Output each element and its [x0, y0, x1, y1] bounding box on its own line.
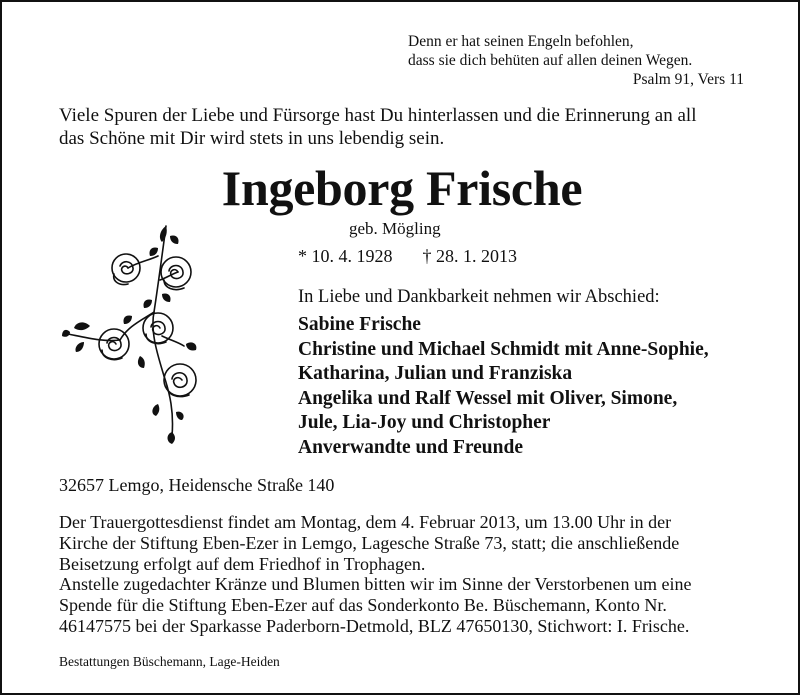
- mourner-line: Anverwandte und Freunde: [298, 436, 524, 458]
- bible-verse: [408, 32, 744, 89]
- intro-line: das Schöne mit Dir wird stets in uns lebendig sein.: [59, 128, 445, 149]
- service-line: Anstelle zugedachter Kränze und Blumen bitten wir im Sinne der Verstorbenen um eine: [59, 574, 692, 595]
- birth-date: * 10. 4. 1928: [298, 246, 393, 266]
- mourner-line: Angelika und Ralf Wessel mit Oliver, Simone,: [298, 387, 678, 409]
- family-address: 32657 Lemgo, Heidensche Straße 140: [59, 475, 335, 495]
- service-line: 46147575 bei der Sparkasse Paderborn-Detmold, BLZ 47650130, Stichwort: I. Frische.: [59, 615, 690, 636]
- verse-line: Denn er hat seinen Engeln befohlen,: [408, 33, 634, 50]
- service-details: [59, 512, 749, 637]
- maiden-name: geb. Mögling: [349, 219, 441, 238]
- intro-text: [59, 104, 759, 150]
- verse-reference: Psalm 91, Vers 11: [632, 71, 744, 88]
- life-dates: [298, 245, 517, 267]
- service-line: Der Trauergottesdienst findet am Montag, dem 4. Februar 2013, um 13.00 Uhr in der: [59, 512, 672, 532]
- mourner-line: Sabine Frische: [298, 314, 421, 335]
- death-date: † 28. 1. 2013: [422, 246, 517, 266]
- mourner-line: Jule, Lia-Joy und Christopher: [298, 412, 551, 433]
- service-line: Beisetzung erfolgt auf dem Friedhof in Trophagen.: [59, 553, 426, 574]
- deceased-name: Ingeborg Frische: [221, 160, 583, 216]
- intro-line: Viele Spuren der Liebe und Fürsorge hast Du hinterlassen und die Erinnerung an all: [59, 105, 697, 126]
- mourner-line: Katharina, Julian und Franziska: [298, 363, 573, 384]
- verse-line: dass sie dich behüten auf allen deinen Wegen.: [408, 52, 693, 69]
- service-line: Kirche der Stiftung Eben-Ezer in Lemgo, Lagesche Straße 73, statt; die anschließende: [59, 532, 680, 553]
- mourners-list: [298, 313, 709, 460]
- farewell-line: In Liebe und Dankbarkeit nehmen wir Abschied:: [298, 287, 660, 307]
- rose-branch-icon: [62, 216, 208, 448]
- mourner-line: Christine und Michael Schmidt mit Anne-Sophie,: [298, 338, 709, 360]
- service-line: Spende für die Stiftung Eben-Ezer auf das Sonderkonto Be. Büschemann, Konto Nr.: [59, 595, 667, 616]
- undertaker-credit: Bestattungen Büschemann, Lage-Heiden: [59, 654, 280, 669]
